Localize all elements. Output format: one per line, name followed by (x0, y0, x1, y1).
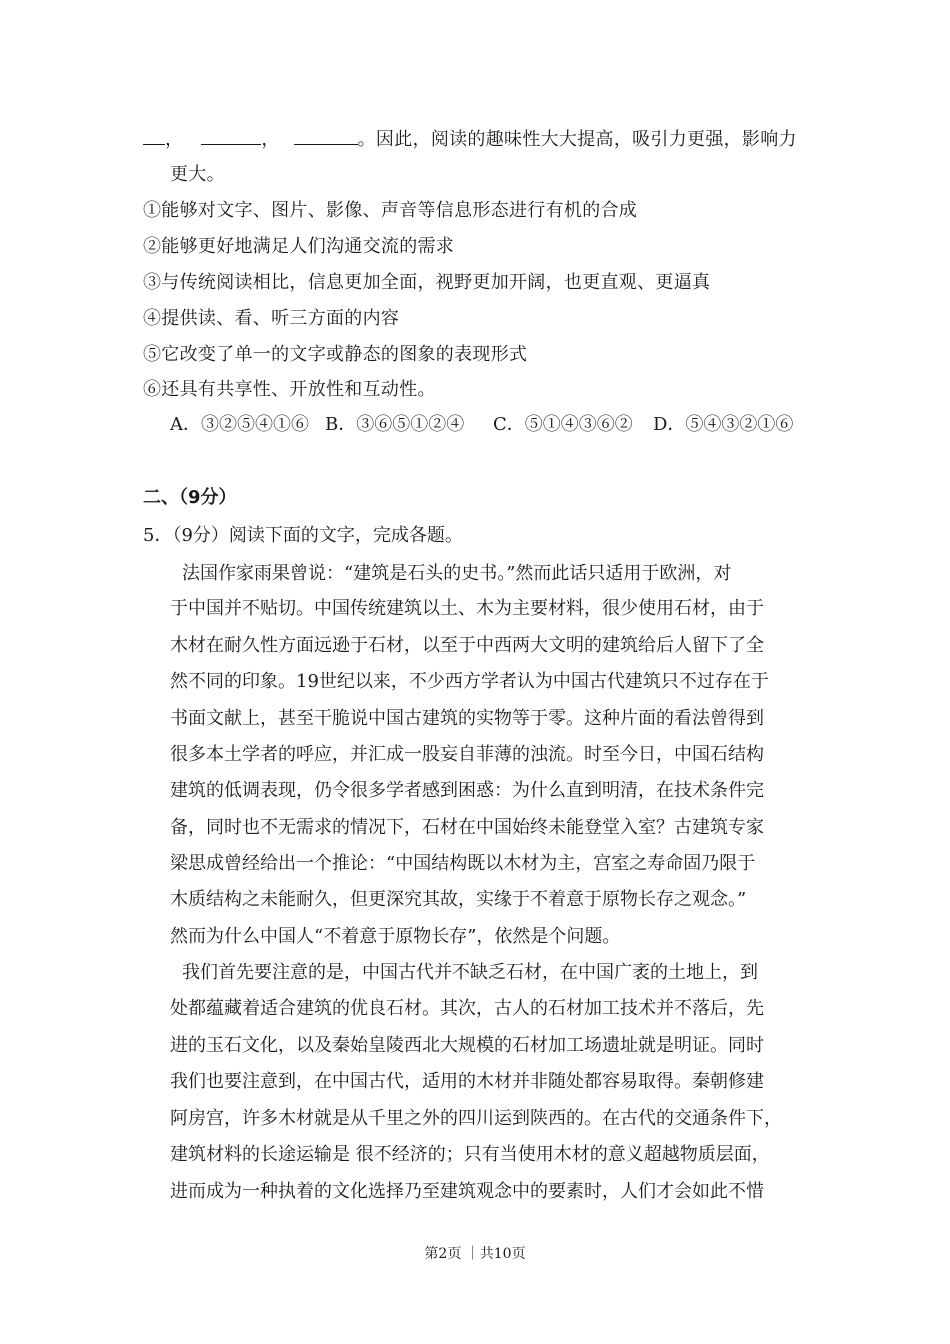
p2-line: 我们也要注意到，在中国古代，适用的木材并非随处都容易取得。秦朝修建 (170, 1071, 764, 1092)
p1-line: 书面文献上，甚至干脆说中国古建筑的实物等于零。这种片面的看法曾得到 (170, 708, 764, 729)
p1-line: 然而为什么中国人“不着意于原物长存”，依然是个问题。 (170, 926, 621, 947)
q4-item-3: ③与传统阅读相比，信息更加全面，视野更加开阔，也更直观、更逼真 (143, 272, 711, 293)
q4-options (170, 413, 793, 437)
q4-item-2: ②能够更好地满足人们沟通交流的需求 (143, 236, 455, 257)
q4-item-5: ⑤它改变了单一的文字或静态的图象的表现形式 (143, 344, 528, 365)
p1-line: 梁思成曾经给出一个推论：“中国结构既以木材为主，宫室之寿命固乃限于 (170, 853, 756, 874)
q4-item-1: ①能够对文字、图片、影像、声音等信息形态进行有机的合成 (143, 200, 638, 221)
q4-item-6: ⑥还具有共享性、开放性和互动性。 (143, 379, 436, 400)
answer-blank-2 (201, 126, 261, 145)
p2-line: 处都蕴藏着适合建筑的优良石材。其次，古人的石材加工技术并不落后，先 (170, 998, 764, 1019)
option-b: B．③⑥⑤①②④ (325, 414, 465, 435)
q4-line1-tail: 。因此，阅读的趣味性大大提高，吸引力更强，影响力 (357, 129, 797, 150)
option-c: C．⑤①④③⑥② (493, 414, 633, 435)
q4-blank-line (143, 126, 797, 152)
blank-separator-1: ， (165, 129, 184, 150)
page-footer: 第2页 ｜共10页 (424, 1246, 526, 1262)
section-title: 二、（9分） (143, 487, 237, 508)
blank-separator-2: ， (261, 129, 280, 150)
answer-blank-1 (143, 126, 165, 145)
p1-line: 法国作家雨果曾说：“建筑是石头的史书。”然而此话只适用于欧洲，对 (182, 563, 732, 584)
p1-line: 然不同的印象。19世纪以来，不少西方学者认为中国古代建筑只不过存在于 (170, 671, 769, 692)
answer-blank-3 (294, 126, 358, 145)
p1-line: 建筑的低调表现，仍令很多学者感到困惑：为什么直到明清，在技术条件完 (170, 780, 764, 801)
p1-line: 很多本土学者的呼应，并汇成一股妄自菲薄的浊流。时至今日，中国石结构 (170, 744, 764, 765)
option-d: D．⑤④③②①⑥ (653, 414, 794, 435)
p1-line: 木材在耐久性方面远逊于石材，以至于中西两大文明的建筑给后人留下了全 (170, 635, 764, 656)
p1-line: 备，同时也不无需求的情况下，石材在中国始终未能登堂入室？古建筑专家 (170, 817, 764, 838)
option-a: A．③②⑤④①⑥ (170, 414, 309, 435)
p1-line: 于中国并不贴切。中国传统建筑以土、木为主要材料，很少使用石材，由于 (170, 598, 764, 619)
q4-line2: 更大。 (170, 164, 225, 185)
question-5-heading: 5．（9分）阅读下面的文字，完成各题。 (143, 525, 463, 546)
p2-line: 建筑材料的长途运输是 很不经济的；只有当使用木材的意义超越物质层面， (170, 1144, 770, 1165)
p2-line: 阿房宫，许多木材就是从千里之外的四川运到陕西的。在古代的交通条件下， (170, 1108, 782, 1129)
p2-line: 进的玉石文化，以及秦始皇陵西北大规模的石材加工场遗址就是明证。同时 (170, 1035, 764, 1056)
p2-line: 进而成为一种执着的文化选择乃至建筑观念中的要素时，人们才会如此不惜 (170, 1181, 764, 1202)
p1-line: 木质结构之未能耐久，但更深究其故，实缘于不着意于原物长存之观念。” (170, 889, 747, 910)
q4-item-4: ④提供读、看、听三方面的内容 (143, 308, 400, 329)
p2-line: 我们首先要注意的是，中国古代并不缺乏石材，在中国广袤的土地上，到 (182, 962, 758, 983)
